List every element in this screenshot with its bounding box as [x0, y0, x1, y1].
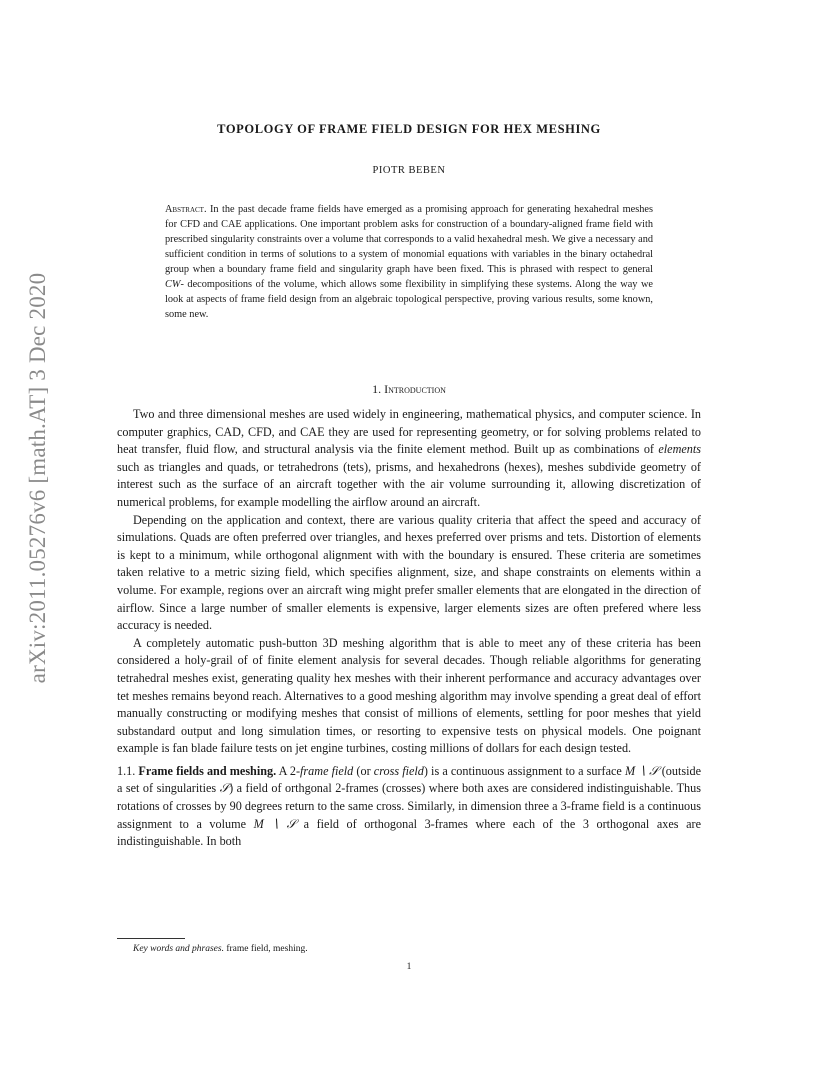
subsection-title: Frame fields and meshing.	[138, 763, 277, 778]
paragraph-1	[117, 406, 701, 512]
abstract-label: Abstract.	[165, 204, 207, 215]
subsection-text-2: (or	[353, 763, 374, 778]
abstract-text-2: - decompositions of the volume, which allows some flexibility in simplifying these systems. Along the way we look at aspects of frame field design from an algebraic topological perspective, proving various results, some known, some new.	[165, 278, 653, 320]
abstract-cw: CW	[165, 278, 181, 290]
paper-title: TOPOLOGY OF FRAME FIELD DESIGN FOR HEX MESHING	[217, 122, 601, 136]
arxiv-identifier-margin	[18, 268, 58, 688]
subsection-text-5: ) a field of orthgonal 2-frames (crosses) where both axes are considered indistinguishable. Thus rotations of crosses by 90 degrees return to the same cross. Similarly, in dimension three a 3-frame field is a continuous assignment to a volume	[117, 781, 701, 831]
footnote-divider	[117, 938, 185, 939]
body-text	[117, 406, 701, 851]
footnote	[117, 944, 701, 954]
page-number: 1	[406, 962, 412, 972]
paragraph-3: A completely automatic push-button 3D meshing algorithm that is able to meet any of these criteria has been considered a holy-grail of of finite element analysis for several decades. Though reliable algorithms for generating tetrahedral meshes exist, generating quality hex meshes with their inherent performance and accuracy advantages over tet meshes remains beyond reach. Alternatives to a good meshing algorithm may involve spending a great deal of effort manually constructing or modifying meshes that consist of millions of elements, settling for poor meshes that yield substandard output and long simulation times, or resorting to expensive tests on physical models. One poignant example is fan blade failure tests on jet engine turbines, costing millions of dollars for each design tested.	[117, 635, 701, 756]
paragraph-2: Depending on the application and context, there are various quality criteria that affect the speed and accuracy of simulations. Quads are often preferred over triangles, and hexes preferred over prisms and tets. Distortion of elements is kept to a minimum, while orthogonal alignment with with the boundary is ensured. These criteria are sometimes taken relative to a metric sizing field, which specifies alignment, size, and shape constraints on elements within a volume. For example, regions over an aircraft wing might prefer smaller elements that are elongated in the direction of airflow. Since a large number of smaller elements is expensive, larger elements sizes are often prefered where less accuracy is needed.	[117, 512, 701, 633]
arxiv-identifier: arXiv:2011.05276v6 [math.AT] 3 Dec 2020	[25, 272, 50, 684]
subsection-text-6: a field of orthogonal 3-frames where each of the 3 orthogonal axes are indistinguishable. In both	[117, 816, 701, 849]
subsection-text-4: (outside a set of singularities	[117, 763, 701, 796]
term-frame-field: frame field	[300, 763, 354, 778]
paragraph-1-text-a: Two and three dimensional meshes are used widely in engineering, mathematical physics, and computer science. In computer graphics, CAD, CFD, and CAE they are used for representing geometry, or for solving problems related to heat transfer, fluid flow, and structural analysis via the finite element method. Built up as combinations of	[117, 407, 701, 457]
author-name: PIOTR BEBEN	[372, 165, 446, 176]
subsection-text-1: A 2-	[276, 763, 301, 778]
abstract-text-1: In the past decade frame fields have emerged as a promising approach for generating hexahedral meshes for CFD and CAE applications. One important problem asks for construction of a boundary-aligned frame field with prescribed singularity constraints over a volume that corresponds to a valid hexahedral mesh. We give a necessary and sufficient condition in terms of solutions to a system of monomial equations with variables in the binary octahedral group when a boundary frame field and singularity graph have been fixed. This is phrased with respect to general	[165, 204, 653, 275]
math-surface: M ∖ 𝒮	[624, 763, 659, 778]
paragraph-1-text-b: such as triangles and quads, or tetrahedrons (tets), prisms, and hexahedrons (hexes), meshes subdivide geometry of interest such as the surface of an aircraft together with the air volume surrounding it, allowing discretization of numerical problems, for example modelling the airflow around an aircraft.	[117, 459, 701, 509]
subsection-paragraph	[117, 763, 701, 851]
section-number: 1.	[372, 382, 382, 396]
term-cross-field: cross field	[373, 763, 424, 778]
paragraph-1-emphasis: elements	[658, 442, 701, 457]
footnote-label: Key words and phrases.	[133, 944, 224, 954]
footnote-text: frame field, meshing.	[223, 944, 308, 954]
math-singularities: 𝒮	[219, 781, 230, 796]
math-volume: M ∖ 𝒮	[253, 816, 297, 831]
subsection-text-3: ) is a continuous assignment to a surface	[423, 763, 625, 778]
abstract	[165, 203, 653, 323]
section-title: Introduction	[384, 382, 446, 396]
section-heading	[117, 382, 701, 397]
subsection-number: 1.1.	[117, 763, 136, 778]
